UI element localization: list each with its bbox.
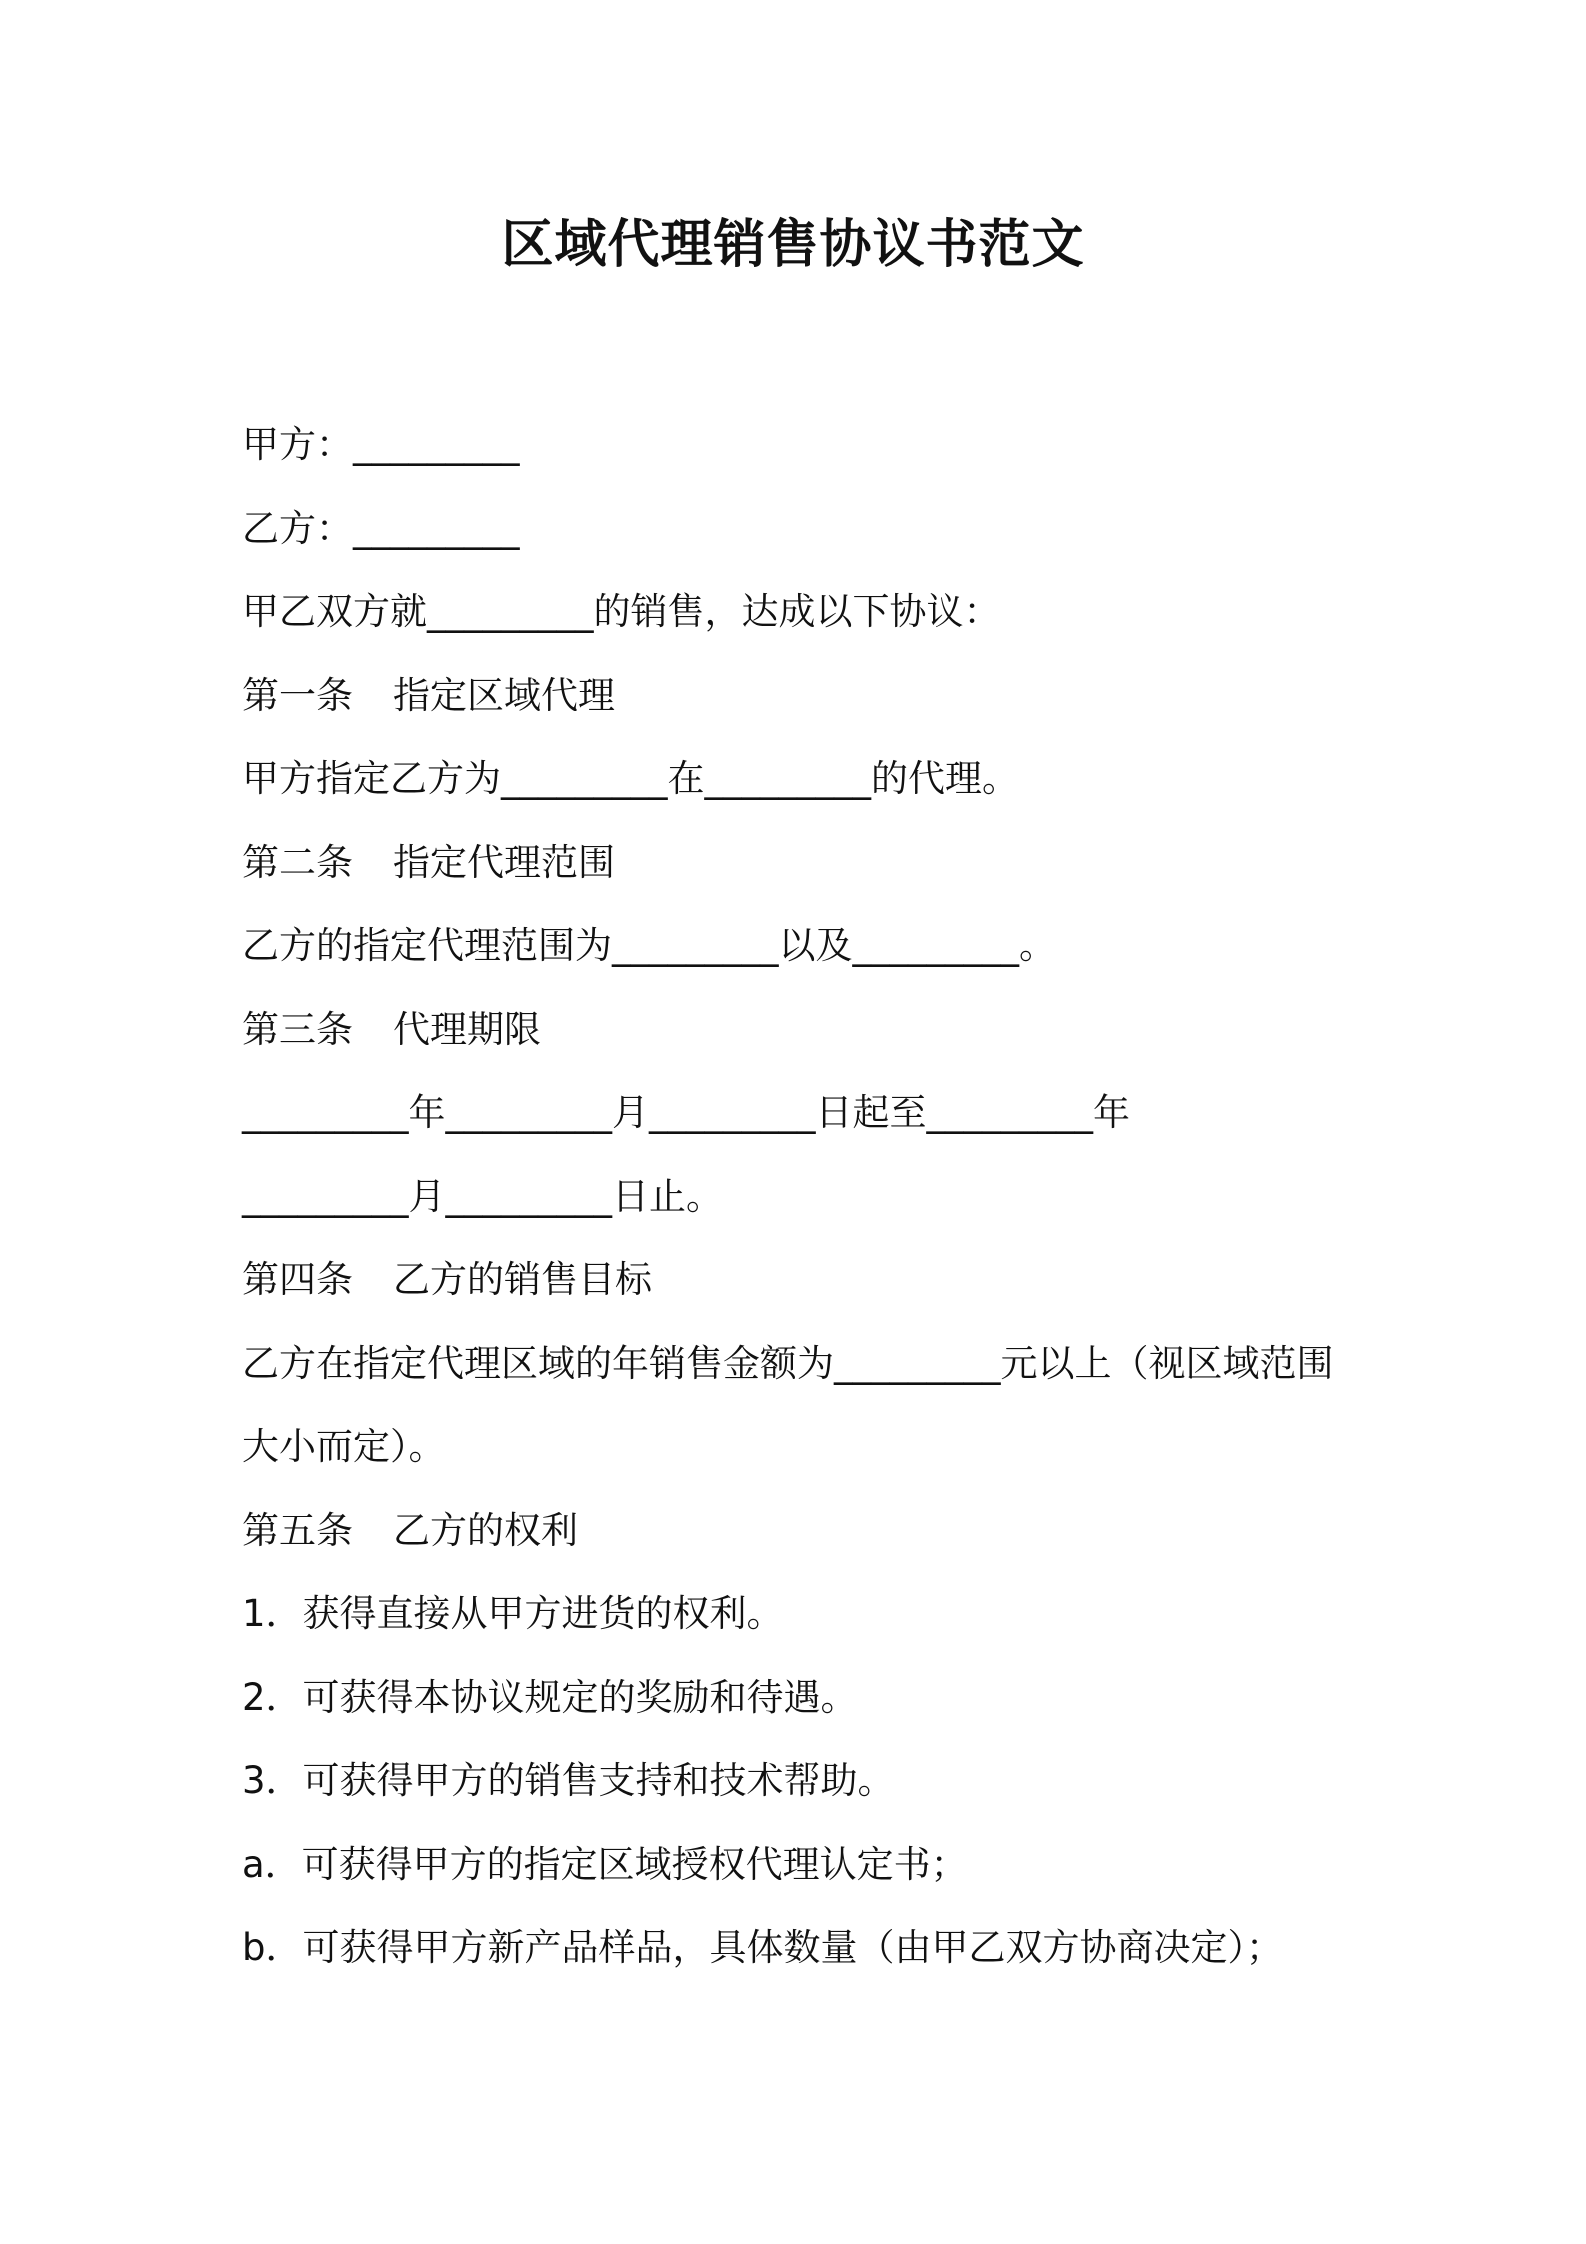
article-number: 第二条: [242, 840, 353, 884]
article-number: 第三条: [242, 1007, 353, 1051]
article-5-heading: [242, 1489, 1362, 1573]
article-3-text-line-1: _________年_________月_________日起至_________年: [242, 1091, 1130, 1134]
list-item: a．可获得甲方的指定区域授权代理认定书；: [242, 1842, 968, 1886]
article-4-text-line-1: 乙方在指定代理区域的年销售金额为_________元以上（视区域范围: [242, 1341, 1334, 1385]
article-3-text-line-2: _________月_________日止。: [242, 1174, 723, 1218]
article-title: 乙方的销售目标: [393, 1258, 652, 1301]
list-item: 1．获得直接从甲方进货的权利。: [242, 1592, 784, 1635]
article-4-heading: [242, 1238, 1362, 1322]
list-item: 2．可获得本协议规定的奖励和待遇。: [242, 1675, 858, 1719]
article-title: 指定区域代理: [393, 673, 615, 717]
article-3-heading: [242, 988, 1362, 1072]
document-body: [242, 403, 1362, 1990]
document-title: 区域代理销售协议书范文: [501, 215, 1085, 275]
article-4-text-line-2: 大小而定）。: [242, 1425, 446, 1468]
article-2-heading: [242, 821, 1362, 905]
party-b-line: 乙方：_________: [242, 506, 520, 550]
article-1-text: 甲方指定乙方为_________在_________的代理。: [242, 757, 1019, 800]
party-a-line: 甲方：_________: [242, 423, 520, 466]
article-number: 第四条: [242, 1258, 353, 1301]
article-title: 乙方的权利: [393, 1508, 578, 1552]
article-2-text: 乙方的指定代理范围为_________以及_________。: [242, 924, 1056, 967]
article-title: 指定代理范围: [393, 840, 615, 884]
article-title: 代理期限: [393, 1007, 541, 1051]
article-number: 第五条: [242, 1508, 353, 1552]
list-item: 3．可获得甲方的销售支持和技术帮助。: [242, 1759, 895, 1802]
article-1-heading: [242, 654, 1362, 738]
list-item: b．可获得甲方新产品样品，具体数量（由甲乙双方协商决定）；: [242, 1926, 1283, 1969]
article-number: 第一条: [242, 673, 353, 717]
agreement-intro: 甲乙双方就_________的销售，达成以下协议：: [242, 590, 1001, 633]
